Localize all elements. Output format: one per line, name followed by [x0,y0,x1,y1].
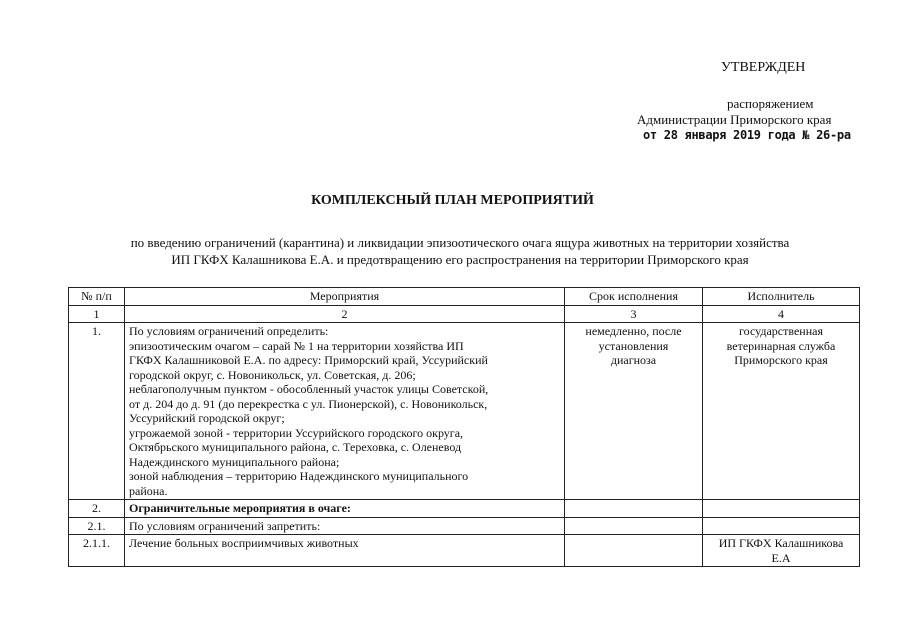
executor-cell [703,500,860,518]
header-cell: Исполнитель [703,288,860,306]
measure-line: ГКФХ Калашниковой Е.А. по адресу: Приморский край, Уссурийский [129,353,488,367]
term-line: установления [598,338,669,353]
executor-cell [703,323,860,500]
measure-cell: По условиям ограничений запретить: [125,517,565,535]
approved-org: Администрации Приморского края [637,112,832,127]
column-number: 2 [125,305,565,323]
document-title: КОМПЛЕКСНЫЙ ПЛАН МЕРОПРИЯТИЙ [311,193,594,208]
header-cell: Срок исполнения [565,288,703,306]
row-number: 2. [69,500,125,518]
approved-by: распоряжением [727,96,814,111]
measure-cell: Лечение больных восприимчивых животных [125,535,565,567]
term-line: немедленно, после [585,324,682,338]
measure-line: неблагополучным пунктом - обособленный участок улицы Советской, [129,382,489,396]
row-number: 2.1.1. [69,535,125,567]
row-number: 1. [69,323,125,500]
subtitle-line-1: по введению ограничений (карантина) и ликвидации эпизоотического очага ящура животных на территории хозяйства [130,235,790,250]
executor-line: государственная [739,324,823,338]
row-number: 2.1. [69,517,125,535]
term-cell [565,517,703,535]
executor-line: ветеринарная служба [726,338,836,353]
measure-line: района. [129,483,168,498]
measure-line: от д. 204 до д. 91 (до перекрестка с ул. Пионерской), с. Новоникольск, [129,396,488,411]
column-number: 1 [69,305,125,323]
measure-cell [125,323,565,500]
executor-cell [703,535,860,567]
term-cell [565,500,703,518]
measure-line: По условиям ограничений определить: [129,324,329,338]
header-cell: № п/п [69,288,125,306]
document-subtitle [70,234,850,268]
table-row [69,535,860,567]
measure-line: зоной наблюдения – территорию Надеждинского муниципального [129,469,469,483]
executor-line: ИП ГКФХ Калашникова [718,536,844,550]
executor-line: Приморского края [734,353,828,367]
approved-label: УТВЕРЖДЕН [721,60,806,75]
measure-line: эпизоотическим очагом – сарай № 1 на территории хозяйства ИП [129,338,464,353]
table-row [69,517,860,535]
measure-line: Надеждинского муниципального района; [129,454,340,469]
measure-line: угрожаемой зоной - территории Уссурийского городского округа, [129,425,464,440]
subtitle-line-2: ИП ГКФХ Калашникова Е.А. и предотвращению его распространения на территории Приморского края [171,252,749,267]
executor-line: Е.А [771,550,791,565]
term-line: диагноза [610,353,657,367]
executor-cell [703,517,860,535]
term-cell [565,535,703,567]
measure-line: Октябрьского муниципального района, с. Тереховка, с. Оленевод [129,440,462,454]
column-number: 4 [703,305,860,323]
table-row [69,323,860,500]
measure-line: Уссурийский городской округ; [129,411,285,425]
table-header-row [69,288,860,306]
measure-cell: Ограничительные мероприятия в очаге: [125,500,565,518]
column-number: 3 [565,305,703,323]
plan-table [68,287,860,567]
term-cell [565,323,703,500]
approval-date-stamp: от 28 января 2019 года № 26-ра [643,128,851,142]
measure-line: городской округ, с. Новоникольск, ул. Советская, д. 206; [129,367,416,382]
table-numbering-row [69,305,860,323]
table-row [69,500,860,518]
header-cell: Мероприятия [125,288,565,306]
